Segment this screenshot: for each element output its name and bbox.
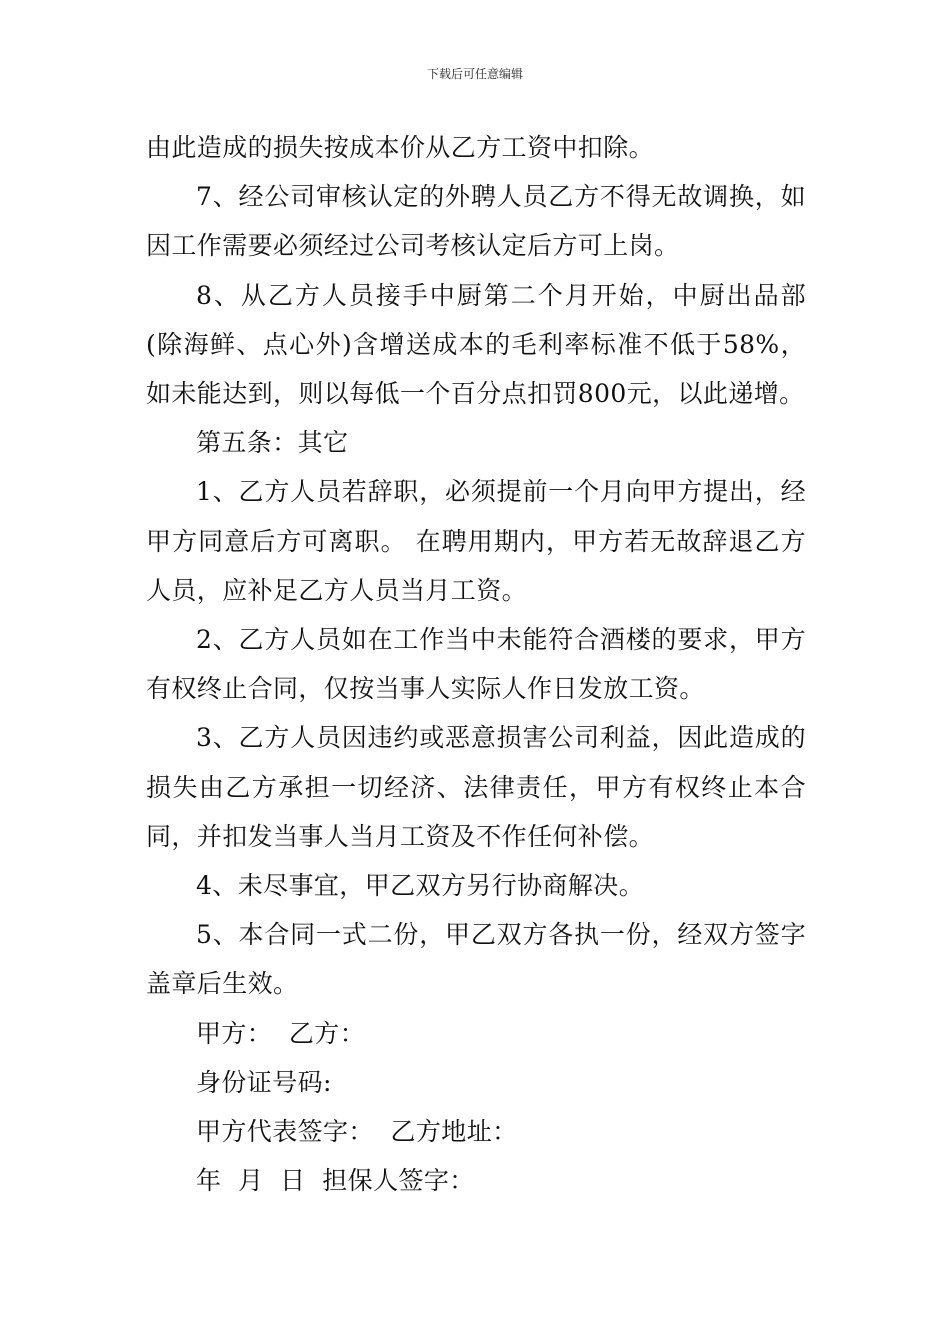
signature-id-number: 身份证号码: <box>196 1067 332 1097</box>
clause-8: 8、从乙方人员接手中厨第二个月开始，中厨出品部(除海鲜、点心外)含增送成本的毛利率标准不低于58%，如未能达到，则以每低一个百分点扣罚800元，以此递增。 <box>146 280 806 409</box>
article-5-clause-1: 1、乙方人员若辞职，必须提前一个月向甲方提出，经甲方同意后方可离职。 在聘用期内，甲方若无故辞退乙方人员，应补足乙方人员当月工资。 <box>146 477 806 605</box>
paragraph-continuation: 由此造成的损失按成本价从乙方工资中扣除。 <box>146 133 655 162</box>
article-5-clause-3: 3、乙方人员因违约或恶意损害公司利益，因此造成的损失由乙方承担一切经济、法律责任，甲方有权终止本合同，并扣发当事人当月工资及不作任何补偿。 <box>146 723 806 851</box>
article-5-clause-5: 5、本合同一式二份，甲乙双方各执一份，经双方签字盖章后生效。 <box>146 920 806 999</box>
page-header: 下载后可任意编辑 <box>426 67 523 81</box>
signature-date-guarantor: 年 月 日 担保人签字： <box>196 1166 475 1196</box>
article-5-clause-4: 4、未尽事宜，甲乙双方另行协商解决。 <box>196 871 645 901</box>
clause-7: 7、经公司审核认定的外聘人员乙方不得无故调换，如因工作需要必须经过公司考核认定后方可上岗。 <box>146 182 806 261</box>
signature-parties: 甲方： 乙方： <box>196 1018 366 1048</box>
signature-rep-address: 甲方代表签字： 乙方地址： <box>196 1117 518 1147</box>
article-5-heading: 第五条：其它 <box>196 428 349 458</box>
article-5-clause-2: 2、乙方人员如在工作当中未能符合酒楼的要求，甲方有权终止合同，仅按当事人实际人作日发放工资。 <box>146 625 806 704</box>
contract-body <box>146 123 806 1205</box>
